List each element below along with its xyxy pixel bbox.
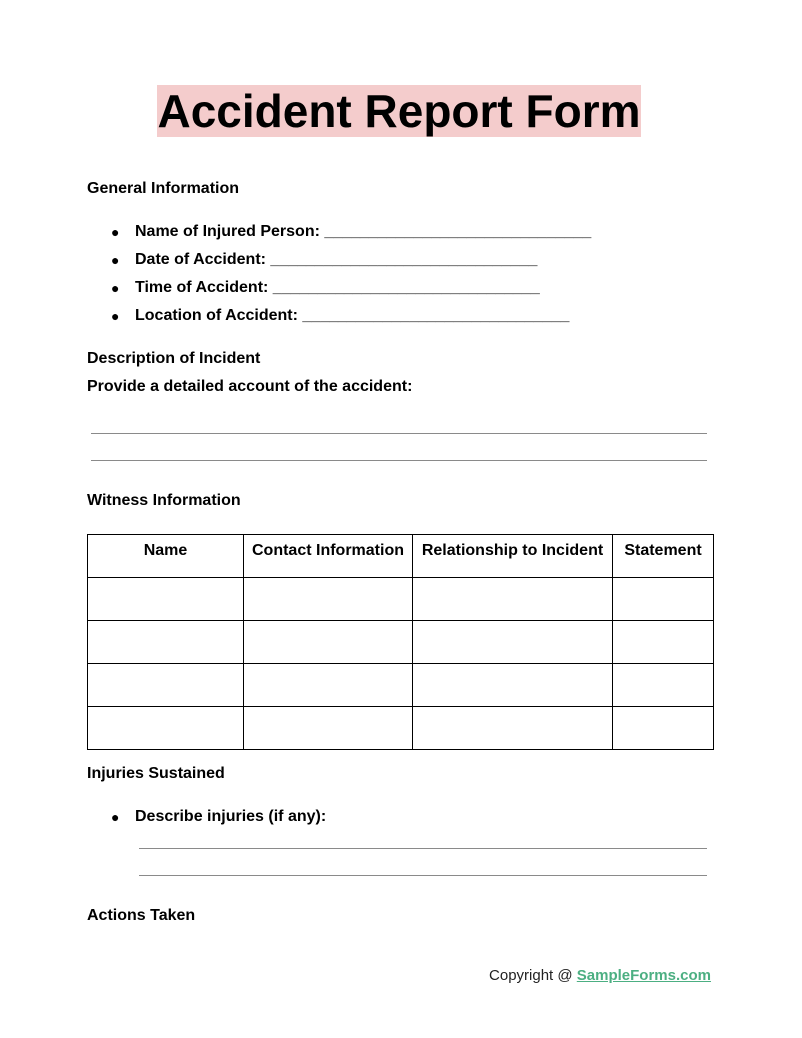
bullet-icon: ● (111, 280, 120, 296)
bullet-icon: ● (111, 809, 120, 825)
list-item[interactable] (87, 306, 591, 334)
table-header-row (88, 535, 714, 578)
injuries-list (87, 807, 326, 835)
injuries-heading: Injuries Sustained (87, 765, 225, 782)
column-header-contact: Contact Information (244, 535, 413, 578)
general-information-list (87, 222, 591, 334)
witness-information-heading: Witness Information (87, 492, 241, 509)
field-date-of-accident: Date of Accident: ______________________________ (135, 251, 538, 268)
table-cell[interactable] (244, 664, 413, 707)
table-cell[interactable] (88, 707, 244, 750)
witness-table (87, 534, 714, 750)
list-item[interactable] (87, 250, 591, 278)
list-item[interactable] (87, 222, 591, 250)
description-heading: Description of Incident (87, 350, 261, 367)
description-answer-line[interactable] (91, 433, 707, 434)
table-row (88, 578, 714, 621)
list-item[interactable] (87, 278, 591, 306)
table-row (88, 707, 714, 750)
field-location-of-accident: Location of Accident: ______________________________ (135, 307, 570, 324)
description-answer-line[interactable] (91, 460, 707, 461)
column-header-relationship: Relationship to Incident (413, 535, 613, 578)
description-prompt: Provide a detailed account of the accident: (87, 378, 413, 395)
copyright-footer (489, 966, 711, 986)
field-injured-person: Name of Injured Person: ______________________________ (135, 223, 592, 240)
column-header-statement: Statement (613, 535, 714, 578)
table-cell[interactable] (413, 664, 613, 707)
injuries-answer-line[interactable] (139, 875, 707, 876)
copyright-text: Copyright @ (489, 967, 577, 984)
injuries-answer-line[interactable] (139, 848, 707, 849)
table-cell[interactable] (244, 578, 413, 621)
title-container (0, 85, 802, 137)
field-describe-injuries: Describe injuries (if any): (135, 808, 327, 825)
table-cell[interactable] (413, 707, 613, 750)
bullet-icon: ● (111, 252, 120, 268)
bullet-icon: ● (111, 224, 120, 240)
field-time-of-accident: Time of Accident: ______________________________ (135, 279, 540, 296)
bullet-icon: ● (111, 308, 120, 324)
list-item[interactable] (87, 807, 326, 835)
table-cell[interactable] (88, 578, 244, 621)
table-cell[interactable] (88, 664, 244, 707)
column-header-name: Name (88, 535, 244, 578)
page-title: Accident Report Form (157, 85, 641, 137)
brand-link[interactable]: SampleForms.com (576, 967, 711, 984)
table-cell[interactable] (413, 578, 613, 621)
table-cell[interactable] (88, 621, 244, 664)
table-cell[interactable] (244, 707, 413, 750)
table-cell[interactable] (613, 621, 714, 664)
actions-taken-heading: Actions Taken (87, 907, 196, 924)
general-information-heading: General Information (87, 180, 240, 197)
table-cell[interactable] (613, 707, 714, 750)
table-cell[interactable] (613, 664, 714, 707)
table-cell[interactable] (613, 578, 714, 621)
table-cell[interactable] (244, 621, 413, 664)
table-cell[interactable] (413, 621, 613, 664)
table-row (88, 664, 714, 707)
table-row (88, 621, 714, 664)
